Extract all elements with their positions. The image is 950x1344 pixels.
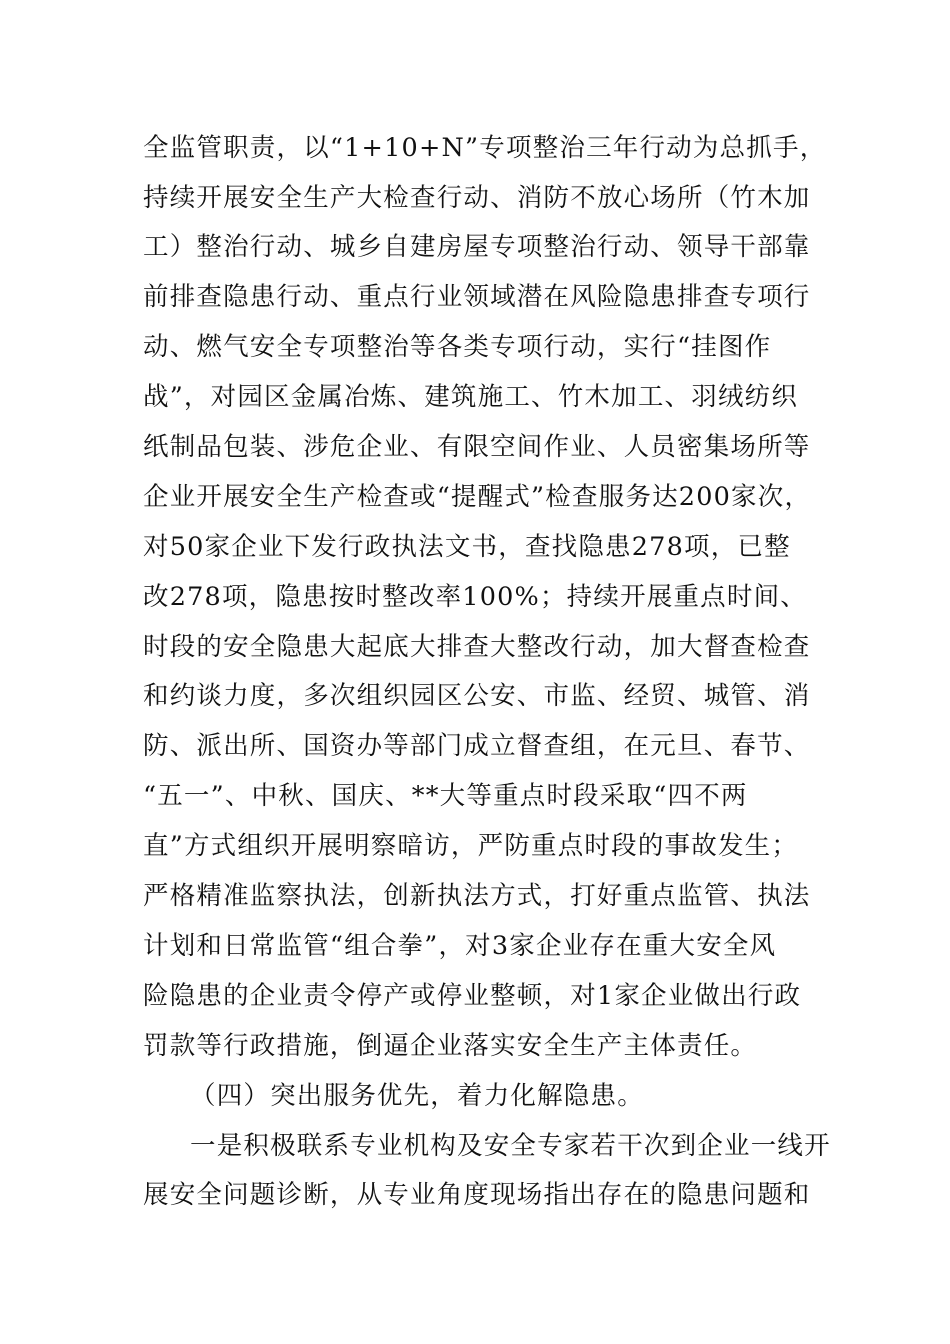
text-line-12: 和约谈力度，多次组织园区公安、市监、经贸、城管、消 (143, 681, 811, 711)
text-line-21: 一是积极联系专业机构及安全专家若干次到企业一线开 (190, 1131, 831, 1161)
text-line-6: 战”，对园区金属冶炼、建筑施工、竹木加工、羽绒纺织 (143, 382, 799, 412)
text-line-18: 险隐患的企业责令停产或停业整顿，对1家企业做出行政 (143, 981, 802, 1011)
text-line-11: 时段的安全隐患大起底大排查大整改行动，加大督查检查 (143, 632, 811, 662)
text-line-4: 前排查隐患行动、重点行业领域潜在风险隐患排查专项行 (143, 282, 811, 312)
text-line-3: 工）整治行动、城乡自建房屋专项整治行动、领导干部靠 (143, 232, 811, 262)
text-line-22: 展安全问题诊断，从专业角度现场指出存在的隐患问题和 (143, 1180, 811, 1210)
text-line-14: “五一”、中秋、国庆、**大等重点时段采取“四不两 (143, 781, 748, 811)
text-line-9: 对50家企业下发行政执法文书，查找隐患278项，已整 (143, 532, 791, 562)
text-line-7: 纸制品包装、涉危企业、有限空间作业、人员密集场所等 (143, 432, 811, 462)
text-line-8: 企业开展安全生产检查或“提醒式”检查服务达200家次， (143, 482, 812, 512)
text-line-15: 直”方式组织开展明察暗访，严防重点时段的事故发生； (143, 831, 799, 861)
text-line-2: 持续开展安全生产大检查行动、消防不放心场所（竹木加 (143, 183, 811, 213)
text-line-1: 全监管职责，以“1+10+N”专项整治三年行动为总抓手， (143, 133, 827, 163)
text-line-19: 罚款等行政措施，倒逼企业落实安全生产主体责任。 (143, 1031, 758, 1061)
section-heading: （四）突出服务优先，着力化解隐患。 (190, 1081, 644, 1111)
text-line-5: 动、燃气安全专项整治等各类专项行动，实行“挂图作 (143, 332, 772, 362)
text-line-13: 防、派出所、国资办等部门成立督查组，在元旦、春节、 (143, 731, 811, 761)
text-line-16: 严格精准监察执法，创新执法方式，打好重点监管、执法 (143, 881, 811, 911)
text-line-10: 改278项，隐患按时整改率100%；持续开展重点时间、 (143, 582, 807, 612)
text-line-17: 计划和日常监管“组合拳”，对3家企业存在重大安全风 (143, 931, 777, 961)
